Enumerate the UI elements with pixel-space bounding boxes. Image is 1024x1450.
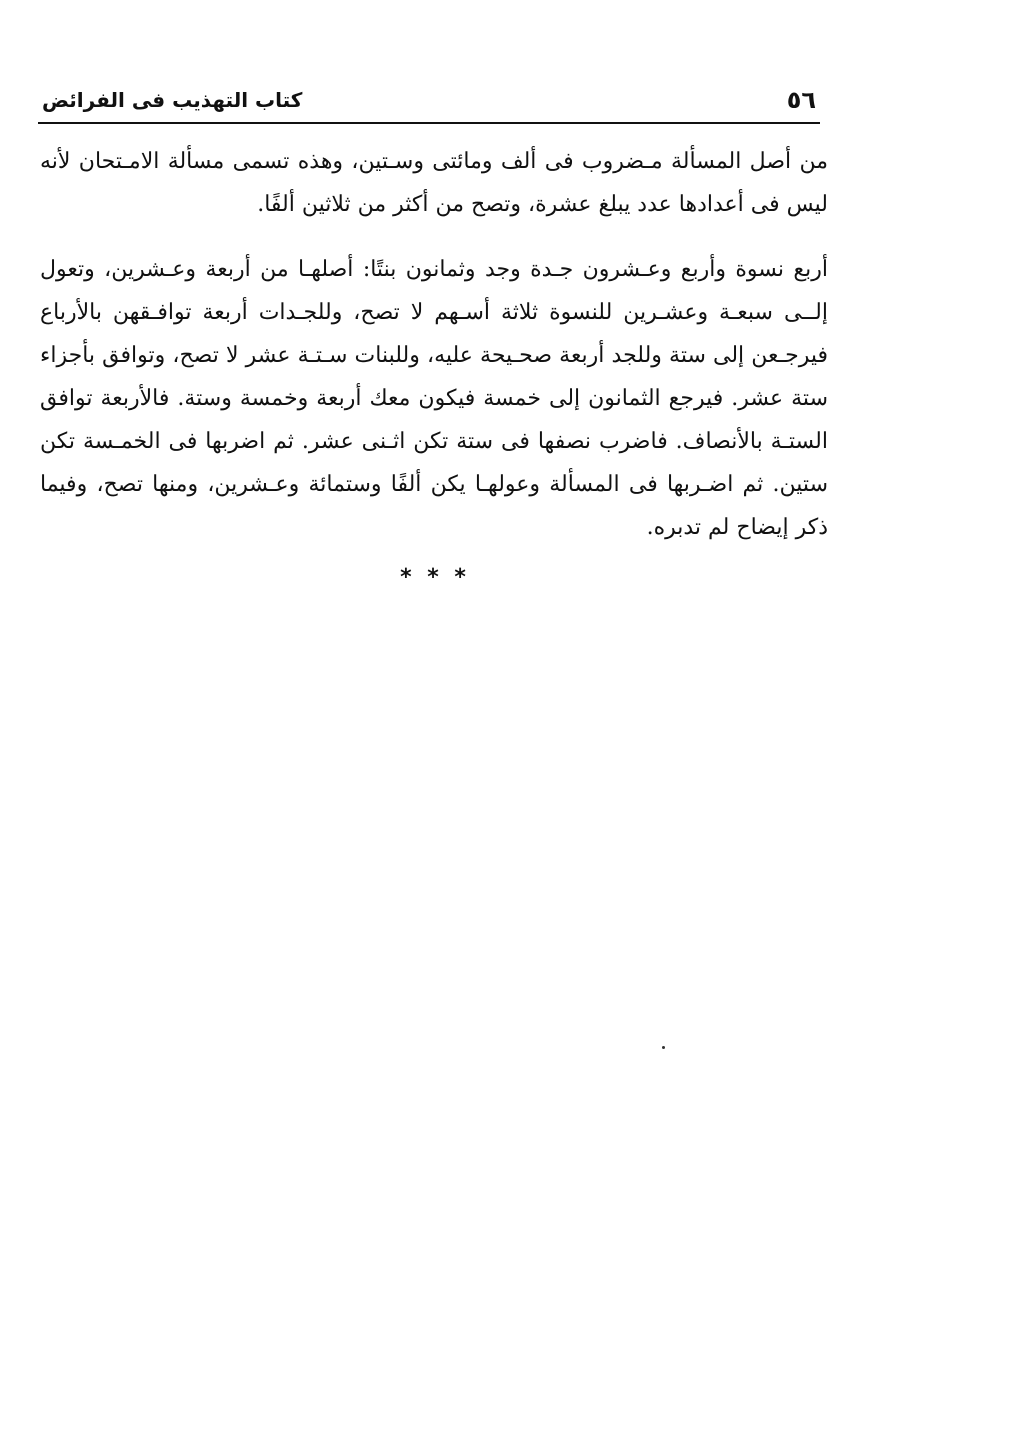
header-rule (38, 122, 820, 124)
running-title: كتاب التهذيب فى الفرائض (42, 88, 303, 112)
scan-speck (662, 1046, 665, 1049)
paragraph-2: أربع نسوة وأربع وعـشرون جـدة وجد وثمانون بنتًا: أصلهـا من أربعة وعـشرين، وتعول إلــى سبعـة وعشـرين للنسوة ثلاثة أسـهم لا تصح، وللجـدات أربعة توافـقهن بالأرباع فيرجـعن إلى ستة وللجد أربعة صحـيحة عليه، وللبنات سـتـة عشر لا تصح، وتوافق بأجزاء ستة عشر. فيرجع الثمانون إلى خمسة فيكون معك أربعة وخمسة وستة. فالأربعة توافق الستـة بالأنصاف. فاضرب نصفها فى ستة تكن اثـنى عشر. ثم اضربها فى الخمـسة تكن ستين. ثم اضـربها فى المسألة وعولهـا يكن ألفًا وستمائة وعـشرين، ومنها تصح، وفيما ذكر إيضاح لم تدبره. (40, 257, 828, 540)
paragraph-1: من أصل المسألة مـضروب فى ألف ومائتى وسـتين، وهذه تسمى مسألة الامـتحان لأنه ليس فى أعدادها عدد يبلغ عشرة، وتصح من أكثر من ثلاثين ألفًا. (40, 149, 828, 217)
section-separator: * * * (400, 565, 470, 590)
page-body (40, 140, 828, 549)
page-header (38, 80, 820, 120)
page-number: ٥٦ (786, 86, 816, 114)
